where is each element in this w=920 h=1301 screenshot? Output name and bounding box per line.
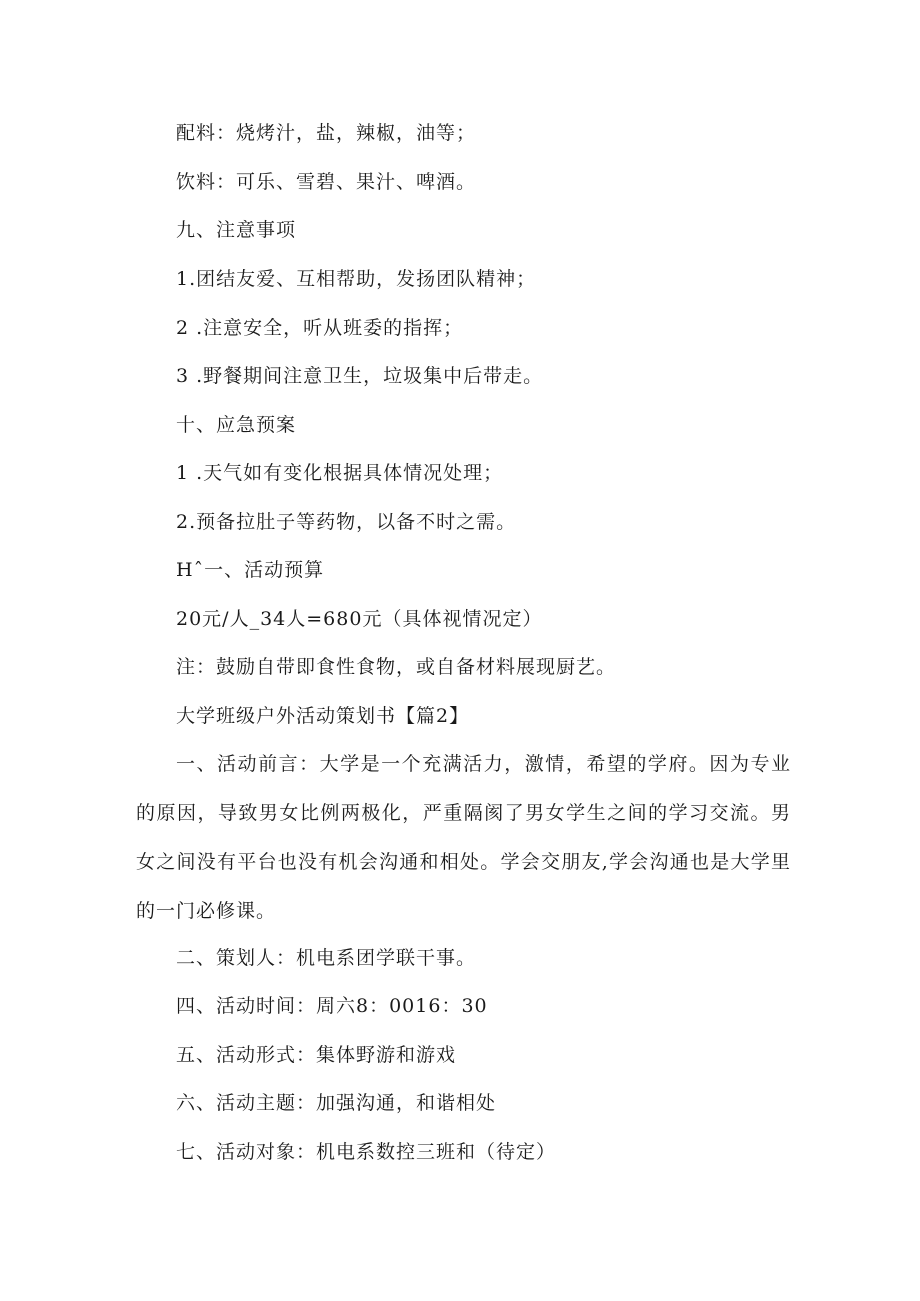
text-line-drinks: 饮料：可乐、雪碧、果汁、啤酒。 [176, 171, 477, 193]
text-line-seasoning: 配料：烧烤汁，盐，辣椒，油等； [176, 122, 477, 144]
text-line-footnote: 注：鼓励自带即食性食物，或自备材料展现厨艺。 [176, 656, 617, 678]
text-line-note-3: 3 .野餐期间注意卫生，垃圾集中后带走。 [176, 365, 544, 387]
section-heading-notes: 九、注意事项 [176, 219, 297, 241]
section-heading-budget: Hˆ一、活动预算 [176, 559, 325, 581]
intro-paragraph: 一、活动前言：大学是一个充满活力，激情，希望的学府。因为专业的原因，导致男女比例两极化，严重隔阂了男女学生之间的学习交流。男女之间没有平台也没有机会沟通和相处。学会交朋友,学会沟通也是大学里的一门必修课。 [136, 753, 791, 922]
text-line-time: 四、活动时间：周六8：0016：30 [176, 995, 488, 1017]
text-line-note-1: 1.团结友爱、互相帮助，发扬团队精神； [176, 268, 537, 290]
text-line-budget: 20元/人_34人=680元（具体视情况定） [176, 608, 543, 630]
text-line-theme: 六、活动主题：加强沟通，和谐相处 [176, 1092, 497, 1114]
text-line-planner: 二、策划人：机电系团学联干事。 [176, 947, 477, 969]
text-line-note-2: 2 .注意安全，听从班委的指挥； [176, 317, 464, 339]
section-heading-emergency: 十、应急预案 [176, 414, 297, 436]
text-line-form: 五、活动形式：集体野游和游戏 [176, 1044, 457, 1066]
text-line-emergency-1: 1 .天气如有变化根据具体情况处理； [176, 462, 504, 484]
text-line-emergency-2: 2.预备拉肚子等药物，以备不时之需。 [176, 511, 517, 533]
document-subtitle: 大学班级户外活动策划书【篇2】 [176, 705, 470, 727]
text-line-audience: 七、活动对象：机电系数控三班和（待定） [176, 1141, 557, 1163]
